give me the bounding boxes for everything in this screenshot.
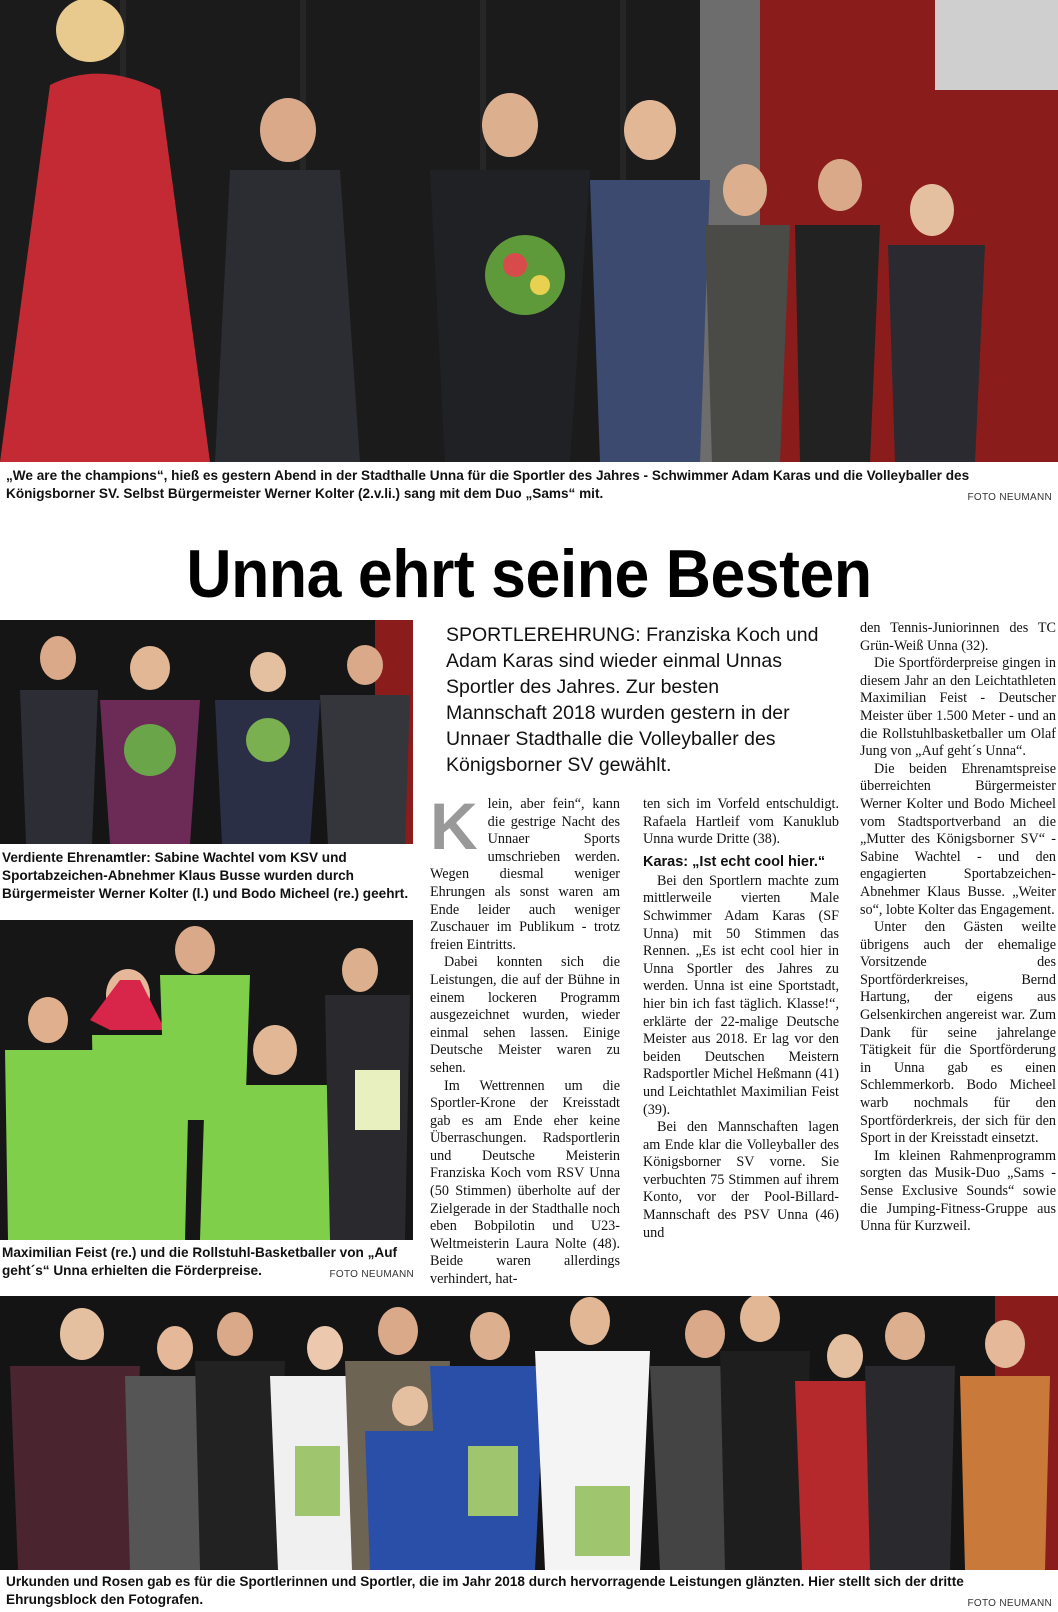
wheelchair-photo-credit: FOTO NEUMANN	[329, 1269, 414, 1280]
article-paragraph: Die beiden Ehrenamtspreise überreichten Bürgermeister Werner Kolter und Bodo Micheel vom Stadtsportverband an die „Mutter des Königsborner SV“ - Sabine Wachtel - und den engagierten Sportabzeichen-Abnehmer Klaus Busse. „Weiter so“, lobte Kolter das Engagement.	[860, 760, 1056, 918]
lead-paragraph	[446, 622, 824, 778]
bottom-photo-credit: FOTO NEUMANN	[967, 1598, 1052, 1609]
bottom-photo-caption	[6, 1573, 1052, 1612]
article-paragraph: den Tennis-Juniorinnen des TC Grün-Weiß Unna (32).	[860, 620, 1056, 654]
article-column-3	[860, 620, 1056, 1236]
article-paragraph: Bei den Sportlern machte zum mittlerweile vierten Male Schwimmer Adam Karas (SF Unna) mit 50 Stimmen das Rennen. „Es ist echt cool hier in Unna Sportler des Jahres zu werden. Unna ist eine Sportstadt, hier bin ich fast täglich. Klasse!“, erklärte der 22-malige Deutsche Meister aus 2018. Er lag vor den beiden Deutschen Meistern Radsportler Michel Heßmann (41) und Leichtathlet Maximilian Feist (39).	[643, 872, 839, 1118]
bottom-group-photo	[0, 1296, 1058, 1570]
wheelchair-photo-caption-text: Maximilian Feist (re.) und die Rollstuhl-Basketballer von „Auf geht´s“ Unna erhielten die Förderpreise.	[2, 1245, 398, 1278]
bottom-photo-caption-text: Urkunden und Rosen gab es für die Sportlerinnen und Sportler, die im Jahr 2018 durch hervorragende Leistungen glänzten. Hier stellt sich der dritte Ehrungsblock den Fotografen.	[6, 1574, 964, 1607]
top-photo-caption-text: „We are the champions“, hieß es gestern Abend in der Stadthalle Unna für die Sportler des Jahres - Schwimmer Adam Karas und die Volleyballer des Königsborner SV. Selbst Bürgermeister Werner Kolter (2.v.li.) sang mit dem Duo „Sams“ mit.	[6, 468, 970, 501]
lead-kicker: SPORTLEREHRUNG:	[446, 624, 641, 646]
article-subhead: Karas: „Ist echt cool hier.“	[643, 853, 826, 870]
article-paragraph: Im Wettrennen um die Sportler-Krone der Kreisstadt gab es am Ende eher keine Überraschungen. Radsportlerin und Deutsche Meisterin Franziska Koch vom RSV Unna (50 Stimmen) überholte auf der Zielgerade in der Stadthalle noch eben Bobpilotin und U23-Weltmeisterin Laura Nolte (48). Beide waren allerdings verhindert, hat-	[430, 1077, 620, 1288]
article-paragraph: ten sich im Vorfeld entschuldigt. Rafaela Hartleif vom Kanuklub Unna wurde Dritte (38).	[643, 796, 839, 848]
article-paragraph: Im kleinen Rahmenprogramm sorgten das Musik-Duo „Sams - Sense Exclusive Sounds“ sowie die Jumping-Fitness-Gruppe aus Unna für Kurzweil.	[860, 1147, 1056, 1235]
top-photo-caption	[6, 467, 1052, 507]
headline: Unna ehrt seine Besten	[186, 536, 872, 612]
top-stage-photo	[0, 0, 1058, 462]
drop-cap: K	[430, 789, 478, 863]
honorary-photo-caption: Verdiente Ehrenamtler: Sabine Wachtel vom KSV und Sportabzeichen-Abnehmer Klaus Busse wurden durch Bürgermeister Werner Kolter (l.) und Bodo Micheel (re.) geehrt.	[2, 850, 409, 901]
article-paragraph: lein, aber fein“, kann die gestrige Nacht des Unnaer Sports umschrieben werden. Wegen diesmal weniger Ehrungen als sonst waren am Ende leider auch weniger Zuschauer im Publikum - trotz freien Eintritts.	[430, 796, 620, 953]
article-paragraph: Die Sportförderpreise gingen in diesem Jahr an den Leichtathleten Maximilian Feist - Deutscher Meister über 1.500 Meter - und an die Rollstuhlbasketballer um Olaf Jung von „Auf geht´s Unna“.	[860, 655, 1056, 760]
honorary-photo	[0, 620, 413, 844]
article-paragraph: Bei den Mannschaften lagen am Ende klar die Volleyballer des Königsborner SV vorne. Sie verbuchten 75 Stimmen auf ihrem Konto, vor der Pool-Billard-Mannschaft des PSV Unna (46) und	[643, 1119, 839, 1241]
article-paragraph: Unter den Gästen weilte übrigens auch der ehemalige Vorsitzende des Sportförderkreises, Bernd Hartung, der eigens aus Gelsenkirchen angereist war. Zum Dank für seine jahrelange Tätigkeit für die Sportförderung in Unna gab es einen Schlemmerkorb. Bodo Micheel warb nochmals für den Sportförderkreis, der sich für den Sport in der Kreisstadt einsetzt.	[860, 919, 1056, 1147]
wheelchair-photo-caption	[2, 1244, 414, 1284]
article-column-2	[643, 796, 839, 1242]
lead-text: Franziska Koch und Adam Karas sind wieder einmal Unnas Sportler des Jahres. Zur besten Mannschaft 2018 wurden gestern in der Unnaer Stadthalle die Volleyballer des Königsborner SV gewählt.	[446, 624, 819, 776]
article-paragraph: Dabei konnten sich die Leistungen, die auf der Bühne in einem lockeren Programm ausgezeichnet wurden, wieder einmal sehen lassen. Einige Deutsche Meister waren zu sehen.	[430, 954, 620, 1076]
article-column-1	[430, 789, 620, 1289]
wheelchair-team-photo	[0, 920, 413, 1240]
top-photo-credit: FOTO NEUMANN	[967, 492, 1052, 503]
